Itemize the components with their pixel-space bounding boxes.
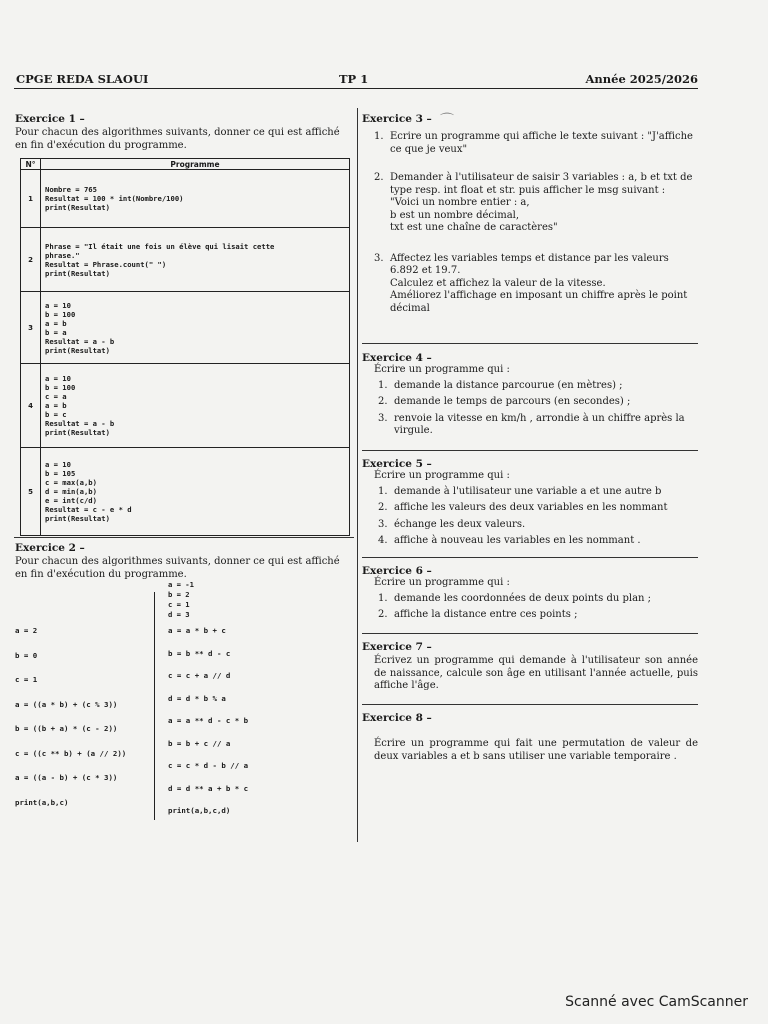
exercise-5-intro: Écrire un programme qui : (374, 470, 510, 481)
code-line: print(Resultat) (45, 345, 110, 355)
exercise-3-title: Exercice 3 – (362, 113, 432, 125)
header-rule (14, 88, 698, 89)
code-line: b = ((b + a) * (c - 2)) (15, 724, 118, 733)
code-line: d = min(a,b) (45, 487, 97, 496)
code-line: a = a ** d - c * b (168, 716, 249, 725)
exercise-2 (15, 542, 355, 581)
exercise-2-program-b (168, 580, 348, 829)
item-number: 2. (378, 502, 388, 513)
program-code (41, 364, 350, 448)
program-code (41, 292, 350, 364)
code-line: b = 100 (45, 309, 76, 319)
code-line: c = 1 (15, 675, 38, 684)
program-row (21, 364, 350, 448)
item-number: 3. (378, 518, 388, 530)
camscanner-watermark: Scanné avec CamScanner (565, 994, 748, 1010)
list-item (378, 413, 698, 438)
code-line: d = d ** a + b * c (168, 783, 249, 793)
exercise-6 (362, 565, 698, 626)
exercise-3 (362, 113, 698, 315)
code-line: Resultat = a - b (45, 336, 115, 346)
item-text: Affectez les variables temps et distance par les valeurs 6.892 et 19.7. (390, 252, 669, 276)
quoted-message-line: txt est une chaîne de caractères" (390, 222, 558, 233)
code-line: a = 10 (45, 300, 71, 310)
exercise-2-rule (14, 537, 354, 538)
code-line: b = a (45, 327, 67, 337)
code-line: Nombre = 765 (45, 185, 97, 194)
item-text: renvoie la vitesse en km/h , arrondie à un chiffre après la virgule. (394, 412, 685, 436)
code-line: a = b (45, 401, 67, 410)
item-text: demande le temps de parcours (en secondes) ; (394, 396, 631, 407)
program-code (41, 170, 350, 228)
code-line: b = 105 (45, 469, 76, 478)
code-line: a = 10 (45, 374, 71, 383)
exercise-6-title: Exercice 6 – (362, 565, 432, 577)
school-name: CPGE REDA SLAOUI (16, 72, 149, 86)
program-number: 2 (21, 228, 41, 292)
exercise-7-title: Exercice 7 – (362, 641, 432, 653)
code-line: a = -1 (168, 580, 194, 589)
col-header-program: Programme (41, 159, 350, 170)
code-line: c = ((c ** b) + (a // 2)) (15, 748, 127, 758)
item-text: demande à l'utilisateur une variable a et une autre b (394, 485, 662, 497)
list-item (378, 396, 698, 409)
code-line: b = c (45, 410, 67, 419)
item-number: 1. (378, 379, 388, 391)
code-line: a = ((a - b) + (c * 3)) (15, 773, 118, 782)
item-number: 4. (378, 535, 388, 546)
exercise-3-item (374, 253, 698, 316)
list-item (378, 535, 698, 548)
item-number: 2. (378, 609, 388, 620)
code-line: d = 3 (168, 610, 190, 619)
exercise-3-item (374, 172, 698, 235)
tp-label: TP 1 (339, 72, 369, 86)
code-line: print(Resultat) (45, 268, 110, 278)
academic-year: Année 2025/2026 (585, 72, 698, 86)
item-extra-line: Calculez et affichez la valeur de la vitesse. (390, 277, 606, 289)
item-number: 1. (374, 131, 384, 142)
code-line: Resultat = 100 * int(Nombre/100) (45, 194, 184, 203)
code-line: a = a * b + c (168, 626, 226, 635)
code-line: print(a,b,c) (15, 797, 69, 807)
code-line: c = c + a // d (168, 671, 231, 680)
item-text: affiche la distance entre ces points ; (394, 609, 578, 620)
program-code (41, 448, 350, 536)
program-row (21, 448, 350, 536)
exercise-2-divider (154, 592, 155, 820)
program-row (21, 292, 350, 364)
exercise-4-title: Exercice 4 – (362, 352, 432, 364)
exercise-8-title: Exercice 8 – (362, 712, 432, 724)
list-item (378, 519, 698, 532)
program-number: 4 (21, 364, 41, 448)
item-text: affiche les valeurs des deux variables en les nommant (394, 502, 668, 513)
exercise-separator (362, 343, 698, 344)
list-item (378, 502, 698, 515)
program-row (21, 170, 350, 228)
column-divider (357, 108, 358, 842)
exercise-2-intro: Pour chacun des algorithmes suivants, donner ce qui est affiché en fin d'exécution du programme. (15, 556, 340, 580)
program-number: 3 (21, 292, 41, 364)
list-item (378, 380, 698, 393)
exercise-1-intro: Pour chacun des algorithmes suivants, donner ce qui est affiché en fin d'exécution du programme. (15, 127, 340, 151)
exercise-7 (362, 641, 698, 693)
code-line: c = a (45, 392, 67, 401)
item-number: 2. (378, 396, 388, 407)
exercise-6-intro: Écrire un programme qui : (374, 577, 510, 588)
exercise-4-intro: Écrire un programme qui : (374, 364, 510, 375)
list-item (378, 593, 698, 606)
col-header-num: N° (21, 159, 41, 170)
exercise-1-title: Exercice 1 – (15, 113, 85, 125)
program-row (21, 228, 350, 292)
code-line: print(a,b,c,d) (168, 806, 231, 815)
code-line: a = ((a * b) + (c % 3)) (15, 699, 118, 709)
quoted-message-line: "Voici un nombre entier : a, (390, 197, 530, 208)
exercise-separator (362, 633, 698, 634)
code-line: print(Resultat) (45, 203, 110, 212)
code-line: print(Resultat) (45, 514, 110, 523)
list-item (378, 486, 698, 499)
exercise-4 (362, 352, 698, 442)
exercise-3-item (374, 131, 698, 156)
code-line: d = d * b % a (168, 693, 226, 703)
exercise-separator (362, 704, 698, 705)
program-number: 1 (21, 170, 41, 228)
code-line: c = max(a,b) (45, 478, 97, 487)
item-number: 1. (378, 592, 388, 604)
item-text: demande les coordonnées de deux points du plan ; (394, 592, 652, 604)
code-line: b = 0 (15, 650, 38, 660)
pen-mark: ⌒ (440, 113, 454, 129)
exercise-separator (362, 557, 698, 558)
exercise-1 (15, 113, 355, 152)
item-number: 2. (374, 172, 384, 183)
quoted-message-line: b est un nombre décimal, (390, 209, 520, 221)
code-line: Resultat = a - b (45, 419, 115, 428)
exercise-8-text: Écrire un programme qui fait une permutation de valeur de deux variables a et b sans utiliser une variable temporaire . (374, 738, 698, 762)
item-text: affiche à nouveau les variables en les nommant . (394, 535, 641, 546)
code-line: b = 2 (168, 590, 190, 599)
item-text: Demander à l'utilisateur de saisir 3 variables : a, b et txt de type resp. int float et str. puis afficher le msg suivant : (390, 172, 693, 196)
item-number: 3. (378, 412, 388, 424)
code-line: b = b ** d - c (168, 648, 231, 658)
code-line: a = b (45, 318, 67, 328)
code-line: c = c * d - b // a (168, 761, 249, 770)
code-line: e = int(c/d) (45, 496, 97, 505)
item-text: échange les deux valeurs. (394, 518, 526, 530)
code-line: Resultat = c - e * d (45, 505, 132, 514)
code-line: b = 100 (45, 383, 76, 392)
item-extra-line: Améliorez l'affichage en imposant un chiffre après le point décimal (390, 290, 688, 314)
item-text: Ecrire un programme qui affiche le texte suivant : "J'affiche ce que je veux" (390, 131, 693, 155)
list-item (378, 609, 698, 622)
exercise-5-title: Exercice 5 – (362, 458, 432, 470)
code-line: Resultat = Phrase.count(" ") (45, 259, 167, 269)
code-line: print(Resultat) (45, 428, 110, 437)
exercise-2-program-a (15, 626, 165, 822)
code-line: b = b + c // a (168, 738, 231, 748)
code-line: Phrase = "Il était une fois un élève qui lisait cette (45, 241, 275, 251)
exercise-2-title: Exercice 2 – (15, 542, 85, 554)
item-text: demande la distance parcourue (en mètres) ; (394, 379, 623, 391)
item-number: 1. (378, 485, 388, 497)
code-line: c = 1 (168, 600, 190, 609)
exercise-separator (362, 450, 698, 451)
item-number: 3. (374, 252, 384, 264)
program-number: 5 (21, 448, 41, 536)
code-line: phrase." (45, 250, 80, 260)
program-table (20, 158, 350, 536)
code-line: a = 10 (45, 460, 71, 469)
exercise-8 (362, 712, 698, 763)
exercise-7-text: Écrivez un programme qui demande à l'utilisateur son année de naissance, calcule son âge en utilisant l'année actuelle, puis affiche l'âge. (374, 655, 698, 691)
exercise-5 (362, 458, 698, 552)
program-code (41, 228, 350, 292)
code-line: a = 2 (15, 626, 38, 635)
